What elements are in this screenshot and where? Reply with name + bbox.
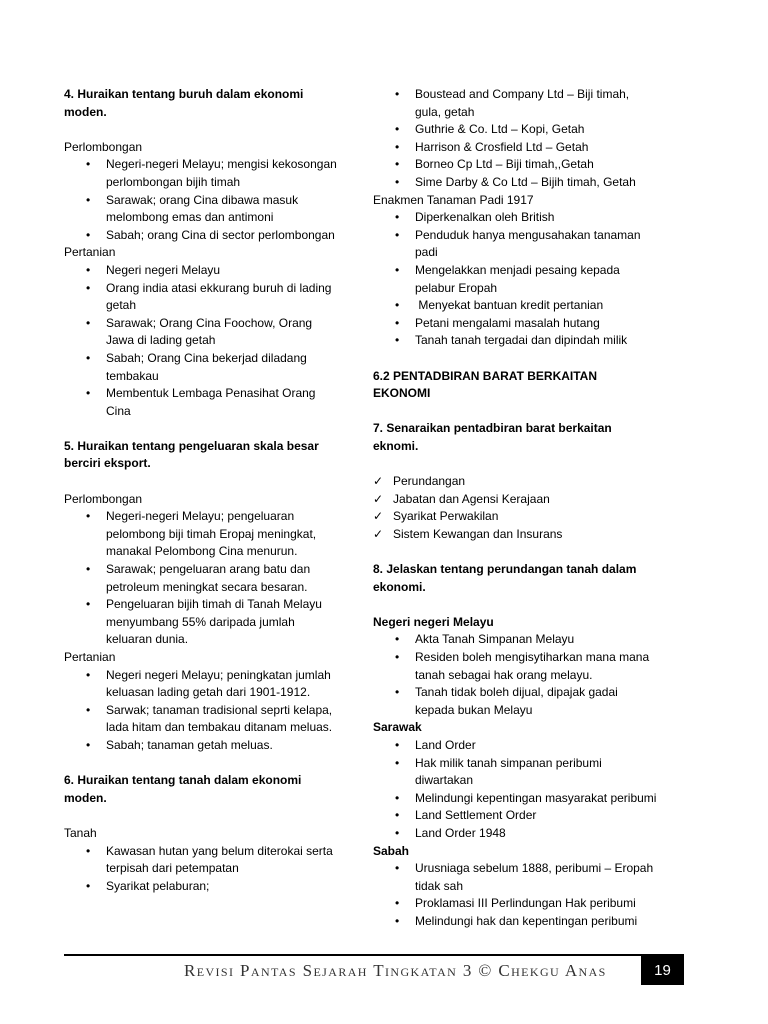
left-column [64,86,342,895]
footer-title: Revisi Pantas Sejarah Tingkatan 3 © Chekgu Anas [184,961,607,980]
list-item: • Negeri-negeri Melayu; mengisi kekosongan perlombongan bijih timah [64,156,342,191]
list-item: • Harrison & Crosfield Ltd – Getah [373,139,657,157]
footer-divider [64,954,684,956]
checklist-item: ✓ Sistem Kewangan dan Insurans [373,526,657,544]
list-item: • Akta Tanah Simpanan Melayu [373,631,657,649]
q6-heading: 6. Huraikan tentang tanah dalam ekonomi moden. [64,773,302,805]
q7-heading: 7. Senaraikan pentadbiran barat berkaitan eknomi. [373,421,612,453]
list-item: • Land Order 1948 [373,825,657,843]
enakmen-label: Enakmen Tanaman Padi 1917 [373,192,534,207]
q5-heading: 5. Huraikan tentang pengeluaran skala besar berciri eksport. [64,438,319,471]
list-item: • Tanah tanah tergadai dan dipindah milik [373,332,657,350]
list-item: • Syarikat pelaburan; [64,878,342,896]
list-item: • Melindungi kepentingan masyarakat peribumi [373,790,657,808]
q4-perlombongan-list [64,156,342,244]
list-item: • Land Order [373,737,657,755]
list-item: • Sabah; Orang Cina bekerjad diladang tembakau [64,350,342,385]
company-list [373,86,657,192]
q8-heading: 8. Jelaskan tentang perundangan tanah dalam ekonomi. [373,562,637,594]
q4-pertanian-list [64,262,342,420]
list-item: • Pengeluaran bijih timah di Tanah Melayu menyumbang 55% daripada jumlah keluaran dunia. [64,596,342,649]
list-item: • Mengelakkan menjadi pesaing kepada pelabur Eropah [373,262,657,297]
q6-tanah-label: Tanah [64,825,97,840]
list-item: • Melindungi hak dan kepentingan peribumi [373,913,657,931]
q8-sarawak-list [373,737,657,843]
list-item: • Boustead and Company Ltd – Biji timah, gula, getah [373,86,657,121]
list-item: • Borneo Cp Ltd – Biji timah,,Getah [373,156,657,174]
list-item: • Sabah; orang Cina di sector perlombongan [64,227,342,245]
list-item: • Sarawak; orang Cina dibawa masuk melombong emas dan antimoni [64,192,342,227]
list-item: • Negeri negeri Melayu; peningkatan jumlah keluasan lading getah dari 1901-1912. [64,667,342,702]
q8-nnm-list [373,631,657,719]
list-item: • Menyekat bantuan kredit pertanian [373,297,657,315]
q8-sabah-label: Sabah [373,843,410,858]
list-item: • Residen boleh mengisytiharkan mana mana tanah sebagai hak orang melayu. [373,649,657,684]
q4-heading: 4. Huraikan tentang buruh dalam ekonomi moden. [64,87,304,119]
list-item: • Penduduk hanya mengusahakan tanaman padi [373,227,657,262]
q5-pertanian-list [64,667,342,755]
list-item: • Land Settlement Order [373,807,657,825]
list-item: • Sarawak; Orang Cina Foochow, Orang Jawa di lading getah [64,315,342,350]
q8-sarawak-label: Sarawak [373,720,422,735]
list-item: • Guthrie & Co. Ltd – Kopi, Getah [373,121,657,139]
list-item: • Sime Darby & Co Ltd – Bijih timah, Getah [373,174,657,192]
q5-perlombongan-label: Perlombongan [64,491,143,506]
q7-checklist [373,473,657,543]
list-item: • Diperkenalkan oleh British [373,209,657,227]
list-item: • Urusniaga sebelum 1888, peribumi – Eropah tidak sah [373,860,657,895]
list-item: • Kawasan hutan yang belum diterokai serta terpisah dari petempatan [64,843,342,878]
enakmen-list [373,209,657,350]
checklist-item: ✓ Jabatan dan Agensi Kerajaan [373,491,657,509]
checklist-item: ✓ Syarikat Perwakilan [373,508,657,526]
list-item: • Negeri negeri Melayu [64,262,342,280]
checklist-item: ✓ Perundangan [373,473,657,491]
list-item: • Sarawak; pengeluaran arang batu dan petroleum meningkat secara besaran. [64,561,342,596]
list-item: • Petani mengalami masalah hutang [373,315,657,333]
list-item: • Sabah; tanaman getah meluas. [64,737,342,755]
q5-pertanian-label: Pertanian [64,650,116,664]
list-item: • Negeri-negeri Melayu; pengeluaran pelombong biji timah Eropaj meningkat, manakal Pelombong Cina menurun. [64,508,342,561]
q5-perlombongan-list [64,508,342,649]
list-item: • Hak milik tanah simpanan peribumi diwartakan [373,755,657,790]
right-column [373,86,657,931]
list-item: • Sarwak; tanaman tradisional seprti kelapa, lada hitam dan tembakau ditanam meluas. [64,702,342,737]
list-item: • Membentuk Lembaga Penasihat Orang Cina [64,385,342,420]
list-item: • Proklamasi III Perlindungan Hak peribumi [373,895,657,913]
q4-pertanian-label: Pertanian [64,245,116,260]
q4-perlombongan-label: Perlombongan [64,139,143,154]
q8-sabah-list [373,860,657,930]
section-heading: 6.2 PENTADBIRAN BARAT BERKAITAN EKONOMI [373,368,598,401]
list-item: • Orang india atasi ekkurang buruh di lading getah [64,280,342,315]
list-item: • Tanah tidak boleh dijual, dipajak gadai kepada bukan Melayu [373,684,657,719]
q6-tanah-list [64,843,342,896]
q8-nnm-label: Negeri negeri Melayu [373,614,494,629]
page-number: 19 [641,956,684,985]
